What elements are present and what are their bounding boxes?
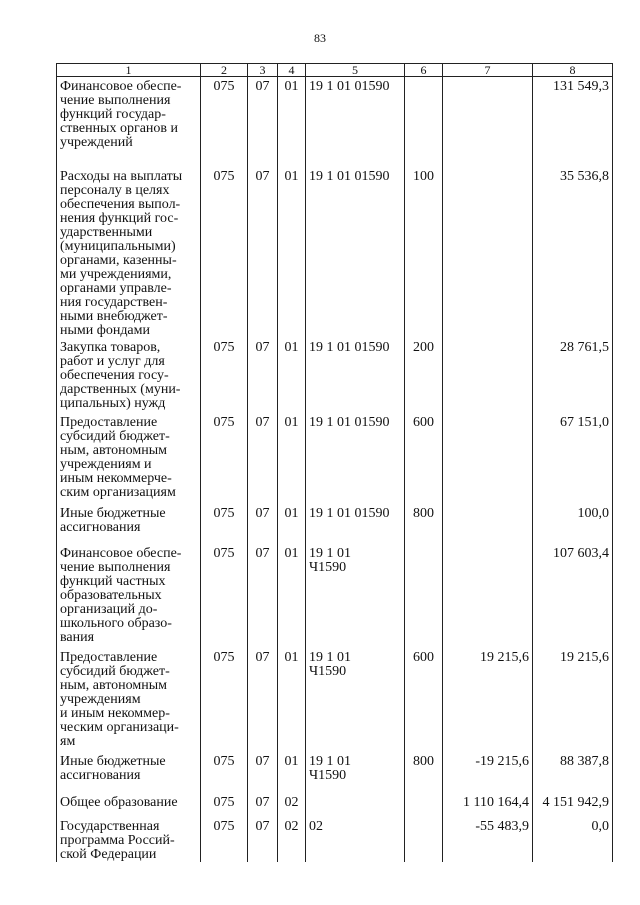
- table-row: [57, 752, 613, 793]
- total-amount: 28 761,5: [533, 338, 613, 413]
- expense-type-code: [405, 77, 443, 167]
- target-article-code: 19 1 01 Ч1590: [306, 544, 405, 648]
- column-header: 7: [443, 64, 533, 77]
- expense-type-code: [405, 817, 443, 862]
- row-name: Иные бюджетные ассигнования: [57, 504, 201, 544]
- table-row: [57, 504, 613, 544]
- section-code: 07: [248, 817, 278, 862]
- target-article-code: 02: [306, 817, 405, 862]
- budget-code: 075: [201, 648, 248, 752]
- section-code: 07: [248, 413, 278, 504]
- subsection-code: 02: [278, 817, 306, 862]
- table-row: [57, 338, 613, 413]
- subsection-code: 01: [278, 648, 306, 752]
- row-name: Государственная программа Россий- ской Федерации: [57, 817, 201, 862]
- change-amount: 19 215,6: [443, 648, 533, 752]
- expense-type-code: 600: [405, 648, 443, 752]
- target-article-code: 19 1 01 01590: [306, 413, 405, 504]
- target-article-code: 19 1 01 01590: [306, 77, 405, 167]
- expense-type-code: 800: [405, 504, 443, 544]
- table-row: [57, 793, 613, 817]
- table-row: [57, 817, 613, 862]
- section-code: 07: [248, 504, 278, 544]
- section-code: 07: [248, 77, 278, 167]
- target-article-code: 19 1 01 01590: [306, 338, 405, 413]
- subsection-code: 01: [278, 77, 306, 167]
- budget-code: 075: [201, 77, 248, 167]
- budget-code: 075: [201, 413, 248, 504]
- budget-code: 075: [201, 793, 248, 817]
- change-amount: [443, 338, 533, 413]
- total-amount: 107 603,4: [533, 544, 613, 648]
- expense-type-code: 800: [405, 752, 443, 793]
- table-row: [57, 544, 613, 648]
- budget-code: 075: [201, 752, 248, 793]
- change-amount: [443, 77, 533, 167]
- change-amount: 1 110 164,4: [443, 793, 533, 817]
- column-header: 2: [201, 64, 248, 77]
- section-code: 07: [248, 648, 278, 752]
- total-amount: 0,0: [533, 817, 613, 862]
- row-name: Предоставление субсидий бюджет- ным, автономным учреждениям и иным некоммер- ческим организаци- ям: [57, 648, 201, 752]
- section-code: 07: [248, 544, 278, 648]
- column-header: 5: [306, 64, 405, 77]
- expense-type-code: [405, 793, 443, 817]
- expense-type-code: 100: [405, 167, 443, 338]
- target-article-code: [306, 793, 405, 817]
- total-amount: 100,0: [533, 504, 613, 544]
- section-code: 07: [248, 338, 278, 413]
- budget-code: 075: [201, 544, 248, 648]
- change-amount: -55 483,9: [443, 817, 533, 862]
- expense-type-code: 200: [405, 338, 443, 413]
- total-amount: 67 151,0: [533, 413, 613, 504]
- row-name: Закупка товаров, работ и услуг для обеспечения госу- дарственных (муни- ципальных) нужд: [57, 338, 201, 413]
- row-name: Финансовое обеспе- чение выполнения функций частных образовательных организаций до- школьного образо- вания: [57, 544, 201, 648]
- table-row: [57, 413, 613, 504]
- budget-code: 075: [201, 817, 248, 862]
- budget-code: 075: [201, 504, 248, 544]
- section-code: 07: [248, 167, 278, 338]
- budget-code: 075: [201, 167, 248, 338]
- row-name: Расходы на выплаты персоналу в целях обеспечения выпол- нения функций гос- ударственными (муниципальными) органами, казенны- ми учреждениями, органами управле- ния государствен- ными внебюджет- ными фондами: [57, 167, 201, 338]
- subsection-code: 01: [278, 544, 306, 648]
- change-amount: [443, 504, 533, 544]
- total-amount: 19 215,6: [533, 648, 613, 752]
- column-header: 4: [278, 64, 306, 77]
- target-article-code: 19 1 01 Ч1590: [306, 752, 405, 793]
- page-number: 83: [314, 31, 326, 45]
- column-header: 8: [533, 64, 613, 77]
- change-amount: [443, 544, 533, 648]
- budget-table: [56, 63, 613, 862]
- row-name: Общее образование: [57, 793, 201, 817]
- section-code: 07: [248, 793, 278, 817]
- row-name: Предоставление субсидий бюджет- ным, автономным учреждениям и иным некоммерче- ским организациям: [57, 413, 201, 504]
- column-header: 6: [405, 64, 443, 77]
- subsection-code: 01: [278, 752, 306, 793]
- target-article-code: 19 1 01 Ч1590: [306, 648, 405, 752]
- subsection-code: 01: [278, 167, 306, 338]
- header-row: [57, 64, 613, 77]
- subsection-code: 01: [278, 413, 306, 504]
- change-amount: [443, 167, 533, 338]
- subsection-code: 01: [278, 504, 306, 544]
- column-header: 1: [57, 64, 201, 77]
- expense-type-code: [405, 544, 443, 648]
- expense-type-code: 600: [405, 413, 443, 504]
- total-amount: 35 536,8: [533, 167, 613, 338]
- table-row: [57, 77, 613, 167]
- subsection-code: 01: [278, 338, 306, 413]
- change-amount: [443, 413, 533, 504]
- row-name: Иные бюджетные ассигнования: [57, 752, 201, 793]
- target-article-code: 19 1 01 01590: [306, 504, 405, 544]
- column-header: 3: [248, 64, 278, 77]
- total-amount: 131 549,3: [533, 77, 613, 167]
- budget-code: 075: [201, 338, 248, 413]
- change-amount: -19 215,6: [443, 752, 533, 793]
- row-name: Финансовое обеспе- чение выполнения функций государ- ственных органов и учреждений: [57, 77, 201, 167]
- target-article-code: 19 1 01 01590: [306, 167, 405, 338]
- total-amount: 4 151 942,9: [533, 793, 613, 817]
- table-row: [57, 648, 613, 752]
- table-row: [57, 167, 613, 338]
- subsection-code: 02: [278, 793, 306, 817]
- section-code: 07: [248, 752, 278, 793]
- total-amount: 88 387,8: [533, 752, 613, 793]
